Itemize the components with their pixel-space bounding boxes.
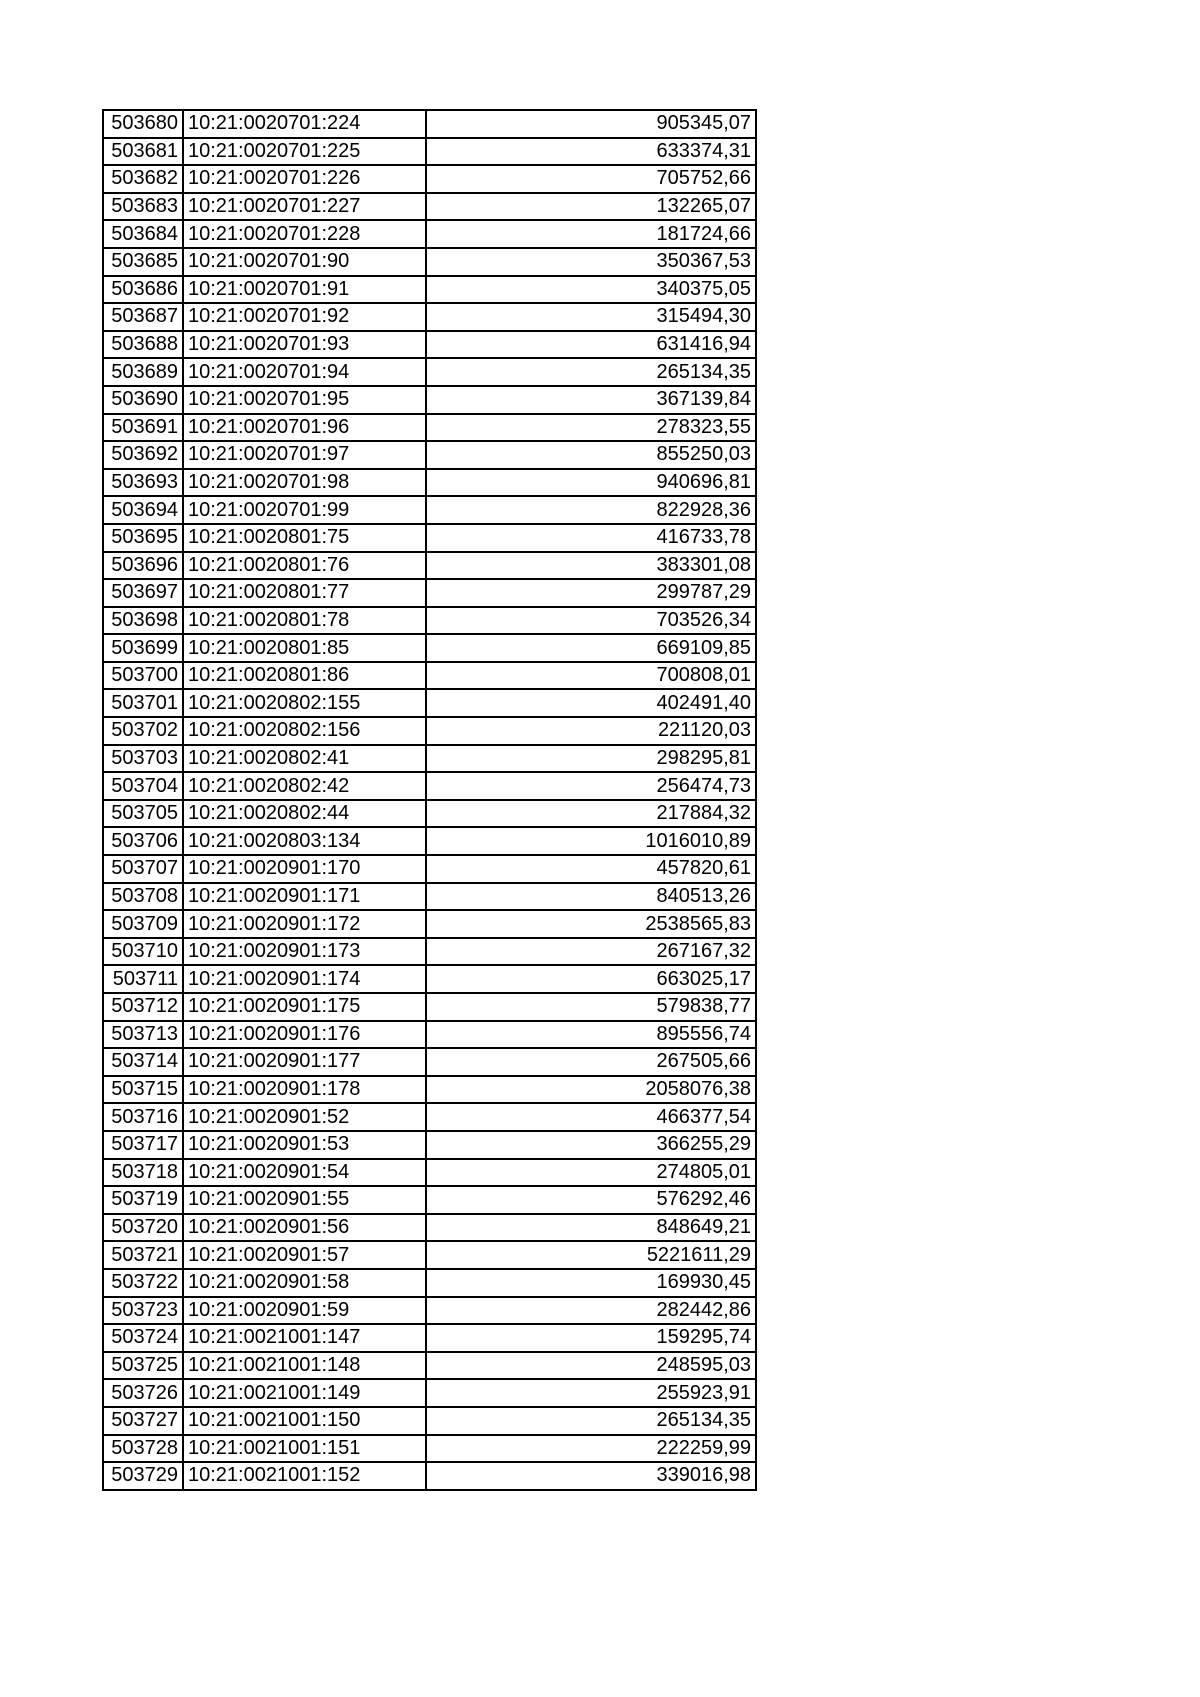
row-number-cell: 503684 xyxy=(103,220,183,248)
cadastral-value-cell: 315494,30 xyxy=(426,303,756,331)
row-number-cell: 503698 xyxy=(103,607,183,635)
table-row xyxy=(103,414,756,442)
table-row xyxy=(103,441,756,469)
row-number-cell: 503714 xyxy=(103,1048,183,1076)
table-row xyxy=(103,469,756,497)
row-number-cell: 503706 xyxy=(103,827,183,855)
cadastral-number-cell: 10:21:0020701:98 xyxy=(183,469,426,497)
row-number-cell: 503719 xyxy=(103,1186,183,1214)
row-number-cell: 503693 xyxy=(103,469,183,497)
cadastral-number-cell: 10:21:0020901:173 xyxy=(183,938,426,966)
row-number-cell: 503688 xyxy=(103,331,183,359)
table-row xyxy=(103,772,756,800)
cadastral-number-cell: 10:21:0020801:86 xyxy=(183,662,426,690)
cadastral-number-cell: 10:21:0020901:52 xyxy=(183,1103,426,1131)
row-number-cell: 503707 xyxy=(103,855,183,883)
table-row xyxy=(103,220,756,248)
row-number-cell: 503692 xyxy=(103,441,183,469)
cadastral-number-cell: 10:21:0020801:85 xyxy=(183,634,426,662)
cadastral-number-cell: 10:21:0020701:95 xyxy=(183,386,426,414)
cadastral-number-cell: 10:21:0020901:53 xyxy=(183,1131,426,1159)
table-row xyxy=(103,1297,756,1325)
cadastral-value-cell: 298295,81 xyxy=(426,745,756,773)
table-row xyxy=(103,1435,756,1463)
table-row xyxy=(103,1352,756,1380)
cadastral-value-cell: 663025,17 xyxy=(426,965,756,993)
cadastral-number-cell: 10:21:0020901:59 xyxy=(183,1297,426,1325)
cadastral-value-cell: 457820,61 xyxy=(426,855,756,883)
table-row xyxy=(103,827,756,855)
row-number-cell: 503722 xyxy=(103,1269,183,1297)
cadastral-number-cell: 10:21:0020901:54 xyxy=(183,1159,426,1187)
cadastral-number-cell: 10:21:0020701:96 xyxy=(183,414,426,442)
cadastral-value-cell: 2058076,38 xyxy=(426,1076,756,1104)
table-row xyxy=(103,717,756,745)
row-number-cell: 503683 xyxy=(103,193,183,221)
cadastral-number-cell: 10:21:0020801:75 xyxy=(183,524,426,552)
cadastral-number-cell: 10:21:0020701:99 xyxy=(183,496,426,524)
cadastral-value-cell: 256474,73 xyxy=(426,772,756,800)
row-number-cell: 503686 xyxy=(103,276,183,304)
cadastral-value-cell: 855250,03 xyxy=(426,441,756,469)
cadastral-value-cell: 159295,74 xyxy=(426,1324,756,1352)
cadastral-value-cell: 367139,84 xyxy=(426,386,756,414)
table-row xyxy=(103,800,756,828)
table-row xyxy=(103,689,756,717)
cadastral-number-cell: 10:21:0020701:225 xyxy=(183,138,426,166)
cadastral-value-cell: 579838,77 xyxy=(426,993,756,1021)
table-row xyxy=(103,496,756,524)
cadastral-value-cell: 265134,35 xyxy=(426,358,756,386)
cadastral-number-cell: 10:21:0020801:76 xyxy=(183,552,426,580)
row-number-cell: 503708 xyxy=(103,883,183,911)
row-number-cell: 503709 xyxy=(103,910,183,938)
cadastral-value-cell: 299787,29 xyxy=(426,579,756,607)
row-number-cell: 503685 xyxy=(103,248,183,276)
cadastral-number-cell: 10:21:0020803:134 xyxy=(183,827,426,855)
cadastral-number-cell: 10:21:0020801:78 xyxy=(183,607,426,635)
table-row xyxy=(103,193,756,221)
table-row xyxy=(103,745,756,773)
cadastral-number-cell: 10:21:0020901:174 xyxy=(183,965,426,993)
row-number-cell: 503700 xyxy=(103,662,183,690)
cadastral-value-cell: 633374,31 xyxy=(426,138,756,166)
table-row xyxy=(103,607,756,635)
row-number-cell: 503713 xyxy=(103,1021,183,1049)
row-number-cell: 503694 xyxy=(103,496,183,524)
cadastral-number-cell: 10:21:0020701:94 xyxy=(183,358,426,386)
cadastral-value-cell: 905345,07 xyxy=(426,110,756,138)
row-number-cell: 503690 xyxy=(103,386,183,414)
table-row xyxy=(103,1324,756,1352)
cadastral-value-cell: 181724,66 xyxy=(426,220,756,248)
cadastral-value-cell: 222259,99 xyxy=(426,1435,756,1463)
table-row xyxy=(103,1186,756,1214)
cadastral-number-cell: 10:21:0020901:171 xyxy=(183,883,426,911)
cadastral-value-cell: 848649,21 xyxy=(426,1214,756,1242)
table-row xyxy=(103,358,756,386)
table-row xyxy=(103,303,756,331)
cadastral-value-cell: 576292,46 xyxy=(426,1186,756,1214)
cadastral-value-cell: 383301,08 xyxy=(426,552,756,580)
cadastral-value-cell: 274805,01 xyxy=(426,1159,756,1187)
cadastral-value-cell: 267167,32 xyxy=(426,938,756,966)
table-row xyxy=(103,276,756,304)
table-row xyxy=(103,1159,756,1187)
cadastral-value-cell: 5221611,29 xyxy=(426,1241,756,1269)
row-number-cell: 503704 xyxy=(103,772,183,800)
table-row xyxy=(103,110,756,138)
cadastral-number-cell: 10:21:0020901:56 xyxy=(183,1214,426,1242)
cadastral-value-cell: 466377,54 xyxy=(426,1103,756,1131)
row-number-cell: 503701 xyxy=(103,689,183,717)
cadastral-value-cell: 132265,07 xyxy=(426,193,756,221)
row-number-cell: 503705 xyxy=(103,800,183,828)
table-row xyxy=(103,1131,756,1159)
row-number-cell: 503717 xyxy=(103,1131,183,1159)
table-row xyxy=(103,1462,756,1490)
cadastral-number-cell: 10:21:0021001:150 xyxy=(183,1407,426,1435)
table-row xyxy=(103,1214,756,1242)
table-row xyxy=(103,331,756,359)
row-number-cell: 503689 xyxy=(103,358,183,386)
cadastral-number-cell: 10:21:0020802:155 xyxy=(183,689,426,717)
cadastral-value-cell: 339016,98 xyxy=(426,1462,756,1490)
row-number-cell: 503702 xyxy=(103,717,183,745)
cadastral-value-cell: 265134,35 xyxy=(426,1407,756,1435)
table-row xyxy=(103,965,756,993)
cadastral-number-cell: 10:21:0021001:152 xyxy=(183,1462,426,1490)
cadastral-value-cell: 895556,74 xyxy=(426,1021,756,1049)
cadastral-number-cell: 10:21:0020701:224 xyxy=(183,110,426,138)
cadastral-number-cell: 10:21:0020701:228 xyxy=(183,220,426,248)
row-number-cell: 503710 xyxy=(103,938,183,966)
cadastral-value-cell: 631416,94 xyxy=(426,331,756,359)
table-row xyxy=(103,1241,756,1269)
row-number-cell: 503726 xyxy=(103,1379,183,1407)
table-row xyxy=(103,1379,756,1407)
row-number-cell: 503699 xyxy=(103,634,183,662)
cadastral-number-cell: 10:21:0020901:172 xyxy=(183,910,426,938)
cadastral-number-cell: 10:21:0020901:55 xyxy=(183,1186,426,1214)
cadastral-number-cell: 10:21:0020901:58 xyxy=(183,1269,426,1297)
table-row xyxy=(103,1048,756,1076)
cadastral-number-cell: 10:21:0020701:226 xyxy=(183,165,426,193)
table-row xyxy=(103,165,756,193)
table-row xyxy=(103,1269,756,1297)
cadastral-value-cell: 267505,66 xyxy=(426,1048,756,1076)
row-number-cell: 503711 xyxy=(103,965,183,993)
row-number-cell: 503729 xyxy=(103,1462,183,1490)
cadastral-number-cell: 10:21:0020901:57 xyxy=(183,1241,426,1269)
cadastral-number-cell: 10:21:0020701:227 xyxy=(183,193,426,221)
table-row xyxy=(103,1407,756,1435)
row-number-cell: 503720 xyxy=(103,1214,183,1242)
cadastral-number-cell: 10:21:0020701:97 xyxy=(183,441,426,469)
cadastral-number-cell: 10:21:0020701:92 xyxy=(183,303,426,331)
table-body xyxy=(103,110,756,1490)
cadastral-value-cell: 2538565,83 xyxy=(426,910,756,938)
cadastral-value-cell: 416733,78 xyxy=(426,524,756,552)
row-number-cell: 503681 xyxy=(103,138,183,166)
cadastral-value-cell: 350367,53 xyxy=(426,248,756,276)
table-row xyxy=(103,552,756,580)
cadastral-number-cell: 10:21:0021001:151 xyxy=(183,1435,426,1463)
row-number-cell: 503718 xyxy=(103,1159,183,1187)
cadastral-number-cell: 10:21:0020901:175 xyxy=(183,993,426,1021)
cadastral-value-cell: 705752,66 xyxy=(426,165,756,193)
cadastral-number-cell: 10:21:0020901:177 xyxy=(183,1048,426,1076)
cadastral-value-cell: 248595,03 xyxy=(426,1352,756,1380)
cadastral-value-cell: 255923,91 xyxy=(426,1379,756,1407)
cadastral-value-cell: 840513,26 xyxy=(426,883,756,911)
row-number-cell: 503682 xyxy=(103,165,183,193)
cadastral-number-cell: 10:21:0021001:147 xyxy=(183,1324,426,1352)
row-number-cell: 503680 xyxy=(103,110,183,138)
cadastral-number-cell: 10:21:0020802:44 xyxy=(183,800,426,828)
cadastral-value-cell: 940696,81 xyxy=(426,469,756,497)
cadastral-number-cell: 10:21:0021001:149 xyxy=(183,1379,426,1407)
table-row xyxy=(103,579,756,607)
cadastral-value-cell: 282442,86 xyxy=(426,1297,756,1325)
cadastral-value-cell: 221120,03 xyxy=(426,717,756,745)
cadastral-value-cell: 169930,45 xyxy=(426,1269,756,1297)
row-number-cell: 503697 xyxy=(103,579,183,607)
table-row xyxy=(103,138,756,166)
row-number-cell: 503703 xyxy=(103,745,183,773)
cadastral-number-cell: 10:21:0020802:41 xyxy=(183,745,426,773)
cadastral-number-cell: 10:21:0020701:90 xyxy=(183,248,426,276)
table-row xyxy=(103,1103,756,1131)
cadastral-value-cell: 340375,05 xyxy=(426,276,756,304)
cadastral-value-cell: 669109,85 xyxy=(426,634,756,662)
row-number-cell: 503727 xyxy=(103,1407,183,1435)
table-row xyxy=(103,993,756,1021)
row-number-cell: 503715 xyxy=(103,1076,183,1104)
table-row xyxy=(103,248,756,276)
cadastral-number-cell: 10:21:0020901:170 xyxy=(183,855,426,883)
cadastral-value-cell: 217884,32 xyxy=(426,800,756,828)
cadastral-value-cell: 822928,36 xyxy=(426,496,756,524)
cadastral-number-cell: 10:21:0020701:91 xyxy=(183,276,426,304)
cadastral-number-cell: 10:21:0020802:42 xyxy=(183,772,426,800)
table-row xyxy=(103,938,756,966)
cadastral-value-cell: 700808,01 xyxy=(426,662,756,690)
table-row xyxy=(103,910,756,938)
row-number-cell: 503728 xyxy=(103,1435,183,1463)
cadastral-value-cell: 366255,29 xyxy=(426,1131,756,1159)
table-row xyxy=(103,634,756,662)
cadastral-number-cell: 10:21:0020701:93 xyxy=(183,331,426,359)
row-number-cell: 503696 xyxy=(103,552,183,580)
row-number-cell: 503695 xyxy=(103,524,183,552)
table-row xyxy=(103,883,756,911)
cadastral-number-cell: 10:21:0020901:176 xyxy=(183,1021,426,1049)
row-number-cell: 503687 xyxy=(103,303,183,331)
table-row xyxy=(103,1076,756,1104)
cadastral-value-cell: 402491,40 xyxy=(426,689,756,717)
row-number-cell: 503721 xyxy=(103,1241,183,1269)
cadastral-number-cell: 10:21:0021001:148 xyxy=(183,1352,426,1380)
cadastral-number-cell: 10:21:0020901:178 xyxy=(183,1076,426,1104)
cadastral-value-table xyxy=(102,109,757,1491)
table-row xyxy=(103,855,756,883)
row-number-cell: 503724 xyxy=(103,1324,183,1352)
row-number-cell: 503712 xyxy=(103,993,183,1021)
table-row xyxy=(103,524,756,552)
cadastral-number-cell: 10:21:0020802:156 xyxy=(183,717,426,745)
cadastral-number-cell: 10:21:0020801:77 xyxy=(183,579,426,607)
cadastral-value-cell: 278323,55 xyxy=(426,414,756,442)
table-row xyxy=(103,662,756,690)
row-number-cell: 503725 xyxy=(103,1352,183,1380)
row-number-cell: 503691 xyxy=(103,414,183,442)
table-row xyxy=(103,1021,756,1049)
cadastral-value-cell: 1016010,89 xyxy=(426,827,756,855)
table-row xyxy=(103,386,756,414)
row-number-cell: 503723 xyxy=(103,1297,183,1325)
row-number-cell: 503716 xyxy=(103,1103,183,1131)
cadastral-value-cell: 703526,34 xyxy=(426,607,756,635)
